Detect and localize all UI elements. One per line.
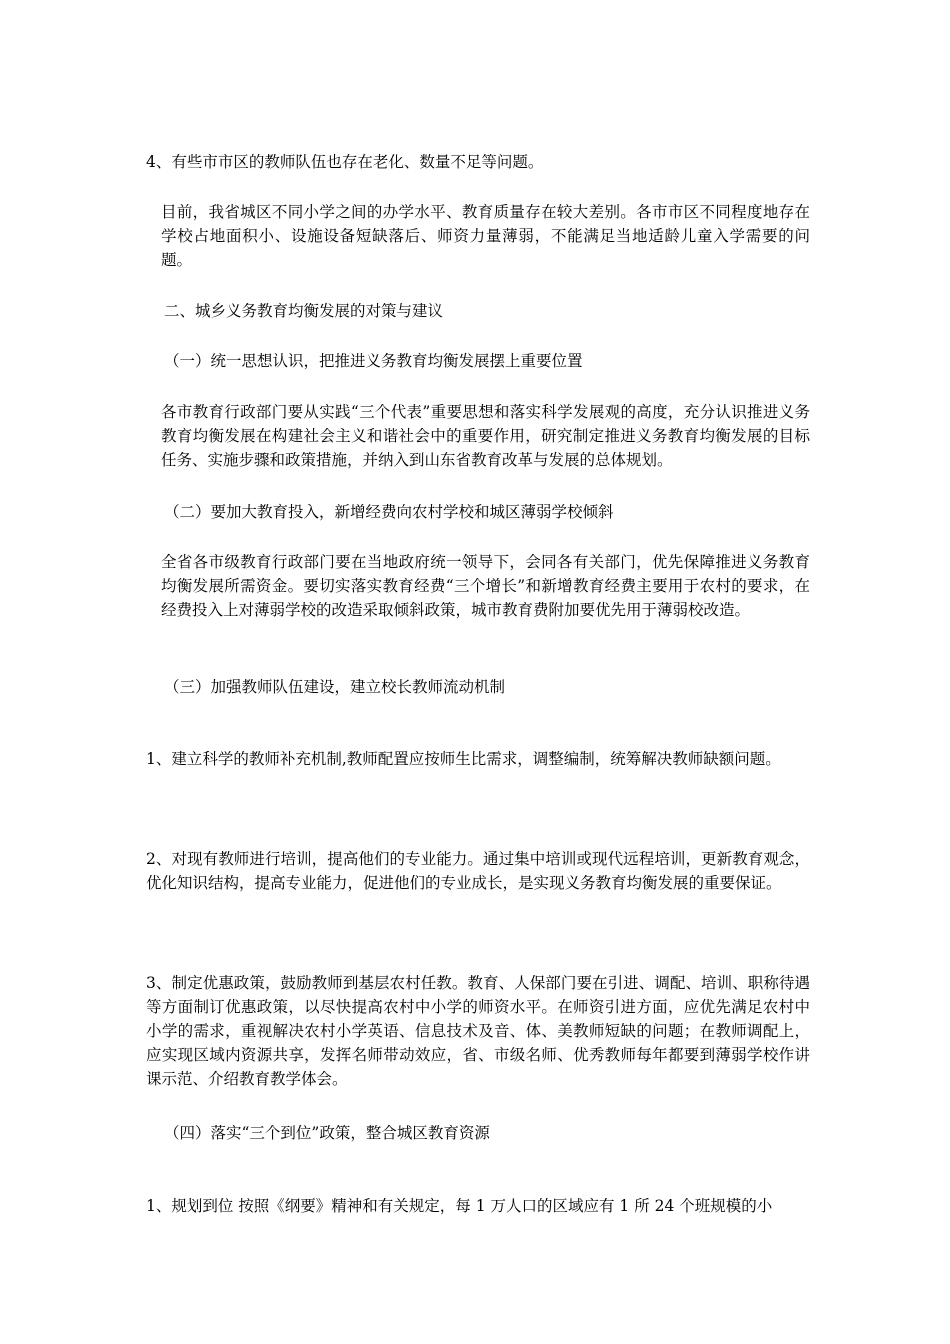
subheading-teacher-team: （三）加强教师队伍建设，建立校长教师流动机制: [164, 678, 506, 696]
section-heading-countermeasures: 二、城乡义务教育均衡发展的对策与建议: [164, 302, 444, 320]
subheading-three-in-place: （四）落实“三个到位”政策，整合城区教育资源: [164, 1124, 490, 1142]
subheading-unify-thinking: （一）统一思想认识，把推进义务教育均衡发展摆上重要位置: [164, 352, 583, 370]
paragraph-preferential-policy: 3、制定优惠政策，鼓励教师到基层农村任教。教育、人保部门要在引进、调配、培训、职称待遇等方面制订优惠政策，以尽快提高农村中小学的师资水平。在师资引进方面，应优先满足农村中小学的需求，重视解决农村小学英语、信息技术及音、体、美教师短缺的问题；在教师调配上，应实现区域内资源共享，发挥名师带动效应，省、市级名师、优秀教师每年都要到薄弱学校作讲课示范、介绍教育教学体会。: [146, 974, 810, 1088]
paragraph-teacher-supply: 1、建立科学的教师补充机制,教师配置应按师生比需求，调整编制，统筹解决教师缺额问题。: [146, 750, 781, 768]
paragraph-planning: 各市教育行政部门要从实践“三个代表”重要思想和落实科学发展观的高度，充分认识推进义务教育均衡发展在构建社会主义和谐社会中的重要作用，研究制定推进义务教育均衡发展的目标任务、实施步骤和政策措施，并纳入到山东省教育改革与发展的总体规划。: [161, 403, 810, 469]
paragraph-urban-school-gap: 目前，我省城区不同小学之间的办学水平、教育质量存在较大差别。各市市区不同程度地存在学校占地面积小、设施设备短缺落后、师资力量薄弱，不能满足当地适龄儿童入学需要的问题。: [161, 203, 810, 269]
paragraph-teacher-aging: 4、有些市市区的教师队伍也存在老化、数量不足等问题。: [146, 153, 544, 171]
paragraph-teacher-training: 2、对现有教师进行培训，提高他们的专业能力。通过集中培训或现代远程培训，更新教育观念，优化知识结构，提高专业能力，促进他们的专业成长，是实现义务教育均衡发展的重要保证。: [146, 850, 810, 892]
paragraph-funding: 全省各市级教育行政部门要在当地政府统一领导下，会同各有关部门，优先保障推进义务教育均衡发展所需资金。要切实落实教育经费“三个增长”和新增教育经费主要用于农村的要求，在经费投入上对薄弱学校的改造采取倾斜政策，城市教育费附加要优先用于薄弱校改造。: [161, 553, 810, 619]
paragraph-planning-in-place: 1、规划到位 按照《纲要》精神和有关规定，每 1 万人口的区域应有 1 所 24 个班规模的小: [146, 1197, 773, 1215]
subheading-increase-investment: （二）要加大教育投入，新增经费向农村学校和城区薄弱学校倾斜: [164, 503, 614, 521]
